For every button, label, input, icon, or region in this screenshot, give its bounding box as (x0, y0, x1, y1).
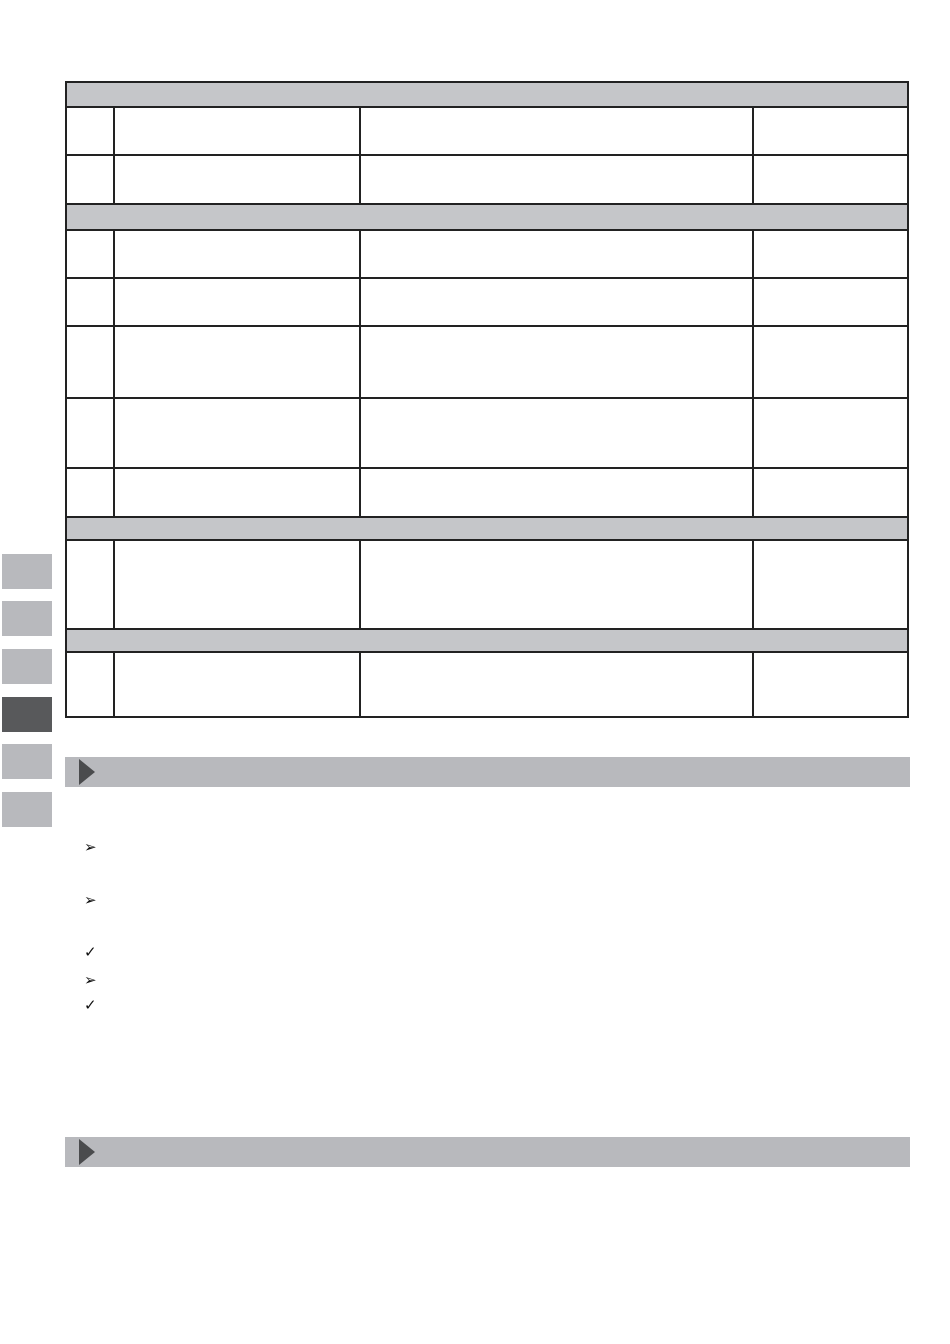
row-number (67, 231, 115, 277)
chapter-tab-4-active[interactable] (2, 697, 52, 732)
chapter-tab-2[interactable] (2, 601, 52, 636)
row-name (115, 541, 361, 628)
row-description (361, 108, 754, 154)
table-row (65, 399, 909, 469)
row-number (67, 469, 115, 516)
row-name (115, 653, 361, 716)
row-description (361, 279, 754, 325)
row-description (361, 231, 754, 277)
table-row (65, 327, 909, 399)
row-description (361, 327, 754, 397)
section-title (67, 522, 75, 536)
check-bullet-icon: ✓ (84, 944, 97, 961)
chapter-tab-3[interactable] (2, 649, 52, 684)
section-header-bar (65, 757, 910, 787)
arrow-bullet-icon: ➢ (84, 892, 97, 909)
row-number (67, 327, 115, 397)
row-description (361, 541, 754, 628)
row-value (754, 108, 907, 154)
row-name (115, 231, 361, 277)
row-description (361, 399, 754, 467)
section-title (67, 634, 75, 648)
table-section-header (65, 630, 909, 653)
table-row (65, 541, 909, 630)
row-value (754, 469, 907, 516)
row-value (754, 327, 907, 397)
row-number (67, 399, 115, 467)
row-value (754, 231, 907, 277)
chapter-tab-6[interactable] (2, 792, 52, 827)
triangle-right-icon (79, 1139, 95, 1165)
list-item (84, 891, 904, 909)
table-row (65, 156, 909, 205)
row-name (115, 279, 361, 325)
list-item (84, 838, 904, 856)
row-value (754, 399, 907, 467)
specification-table (65, 81, 909, 718)
row-name (115, 327, 361, 397)
triangle-right-icon (79, 759, 95, 785)
table-section-header (65, 81, 909, 108)
arrow-bullet-icon: ➢ (84, 972, 97, 989)
arrow-bullet-icon: ➢ (84, 839, 97, 856)
list-item (84, 996, 904, 1014)
table-row (65, 108, 909, 156)
chapter-tab-1[interactable] (2, 554, 52, 589)
row-number (67, 156, 115, 203)
check-bullet-icon: ✓ (84, 997, 97, 1014)
table-section-header (65, 518, 909, 541)
table-section-header (65, 205, 909, 231)
row-name (115, 156, 361, 203)
list-item (84, 971, 904, 989)
chapter-tab-5[interactable] (2, 744, 52, 779)
section-header-bar (65, 1137, 910, 1167)
row-number (67, 108, 115, 154)
row-name (115, 469, 361, 516)
row-description (361, 469, 754, 516)
row-name (115, 399, 361, 467)
table-row (65, 653, 909, 718)
row-name (115, 108, 361, 154)
section-title (67, 209, 75, 223)
table-row (65, 279, 909, 327)
row-value (754, 541, 907, 628)
row-description (361, 653, 754, 716)
table-row (65, 231, 909, 279)
row-value (754, 156, 907, 203)
row-value (754, 279, 907, 325)
section-title (67, 87, 75, 101)
row-number (67, 279, 115, 325)
row-number (67, 541, 115, 628)
row-description (361, 156, 754, 203)
list-item (84, 943, 904, 961)
row-number (67, 653, 115, 716)
table-row (65, 469, 909, 518)
row-value (754, 653, 907, 716)
